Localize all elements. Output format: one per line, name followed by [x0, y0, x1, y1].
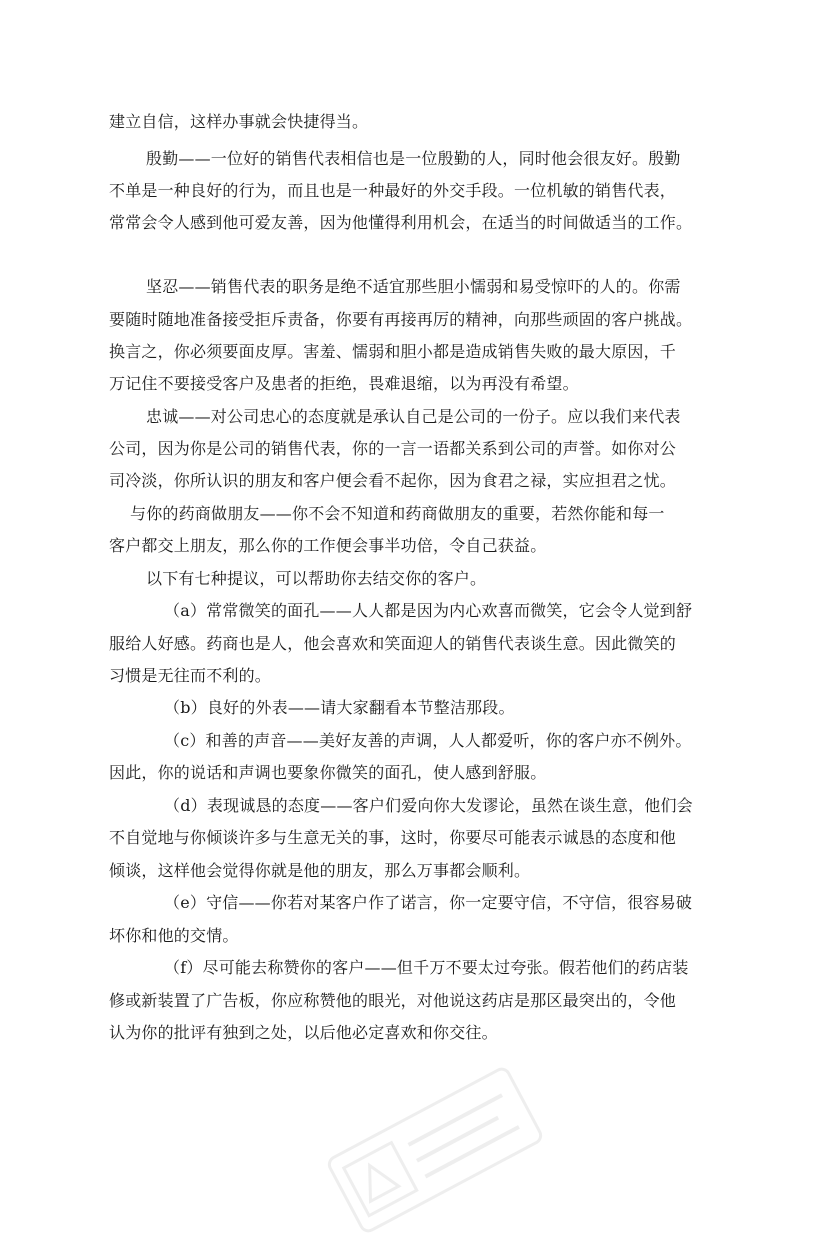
text-line: （d）表现诚恳的态度——客户们爱向你大发谬论，虽然在谈生意，他们会 [164, 796, 693, 815]
text-line: （c）和善的声音——美好友善的声调，人人都爱听，你的客户亦不例外。 [164, 731, 692, 750]
text-line: 与你的药商做朋友——你不会不知道和药商做朋友的重要，若然你能和每一 [130, 504, 665, 523]
watermark-logo [321, 1061, 549, 1239]
text-line: 万记住不要接受客户及患者的拒绝，畏难退缩，以为再没有希望。 [109, 374, 579, 393]
text-line: 换言之，你必须要面皮厚。害羞、懦弱和胆小都是造成销售失败的最大原因，千 [109, 342, 677, 361]
text-line: （f）尽可能去称赞你的客户——但千万不要太过夸张。假若他们的药店装 [164, 958, 689, 977]
text-line: 要随时随地准备接受拒斥责备，你要有再接再厉的精神，向那些顽固的客户挑战。 [109, 310, 693, 329]
text-line: 建立自信，这样办事就会快捷得当。 [109, 112, 369, 131]
text-line: 不自觉地与你倾谈许多与生意无关的事，这时，你要尽可能表示诚恳的态度和他 [109, 828, 677, 847]
text-line: 公司，因为你是公司的销售代表，你的一言一语都关系到公司的声誉。如你对公 [109, 439, 677, 458]
text-line: 殷勤——一位好的销售代表相信也是一位殷勤的人，同时他会很友好。殷勤 [146, 149, 681, 168]
text-line: 司冷淡，你所认识的朋友和客户便会看不起你，因为食君之禄，实应担君之忧。 [109, 471, 677, 490]
text-line: 忠诚——对公司忠心的态度就是承认自己是公司的一份子。应以我们来代表 [146, 407, 681, 426]
text-line: 因此，你的说话和声调也要象你微笑的面孔，使人感到舒服。 [109, 763, 547, 782]
text-line: 坏你和他的交情。 [109, 926, 239, 945]
text-line: 服给人好感。药商也是人，他会喜欢和笑面迎人的销售代表谈生意。因此微笑的 [109, 634, 677, 653]
text-line: 习惯是无往而不利的。 [109, 666, 272, 685]
text-line: 客户都交上朋友，那么你的工作便会事半功倍，令自己获益。 [109, 536, 547, 555]
text-line: 倾谈，这样他会觉得你就是他的朋友，那么万事都会顺利。 [109, 861, 531, 880]
text-line: 不单是一种良好的行为，而且也是一种最好的外交手段。一位机敏的销售代表， [109, 181, 677, 200]
text-line: 认为你的批评有独到之处，以后他必定喜欢和你交往。 [109, 1023, 498, 1042]
text-line: （e）守信——你若对某客户作了诺言，你一定要守信，不守信，很容易破 [164, 893, 693, 912]
text-line: 常常会令人感到他可爱友善，因为他懂得利用机会，在适当的时间做适当的工作。 [109, 213, 693, 232]
text-line: 修或新装置了广告板，你应称赞他的眼光，对他说这药店是那区最突出的，令他 [109, 991, 677, 1010]
text-line: （b）良好的外表——请大家翻看本节整洁那段。 [164, 698, 515, 717]
text-line: （a）常常微笑的面孔——人人都是因为内心欢喜而微笑，它会令人觉到舒 [164, 601, 693, 620]
text-line: 坚忍——销售代表的职务是绝不适宜那些胆小懦弱和易受惊吓的人的。你需 [146, 277, 681, 296]
text-line: 以下有七种提议，可以帮助你去结交你的客户。 [146, 569, 487, 588]
